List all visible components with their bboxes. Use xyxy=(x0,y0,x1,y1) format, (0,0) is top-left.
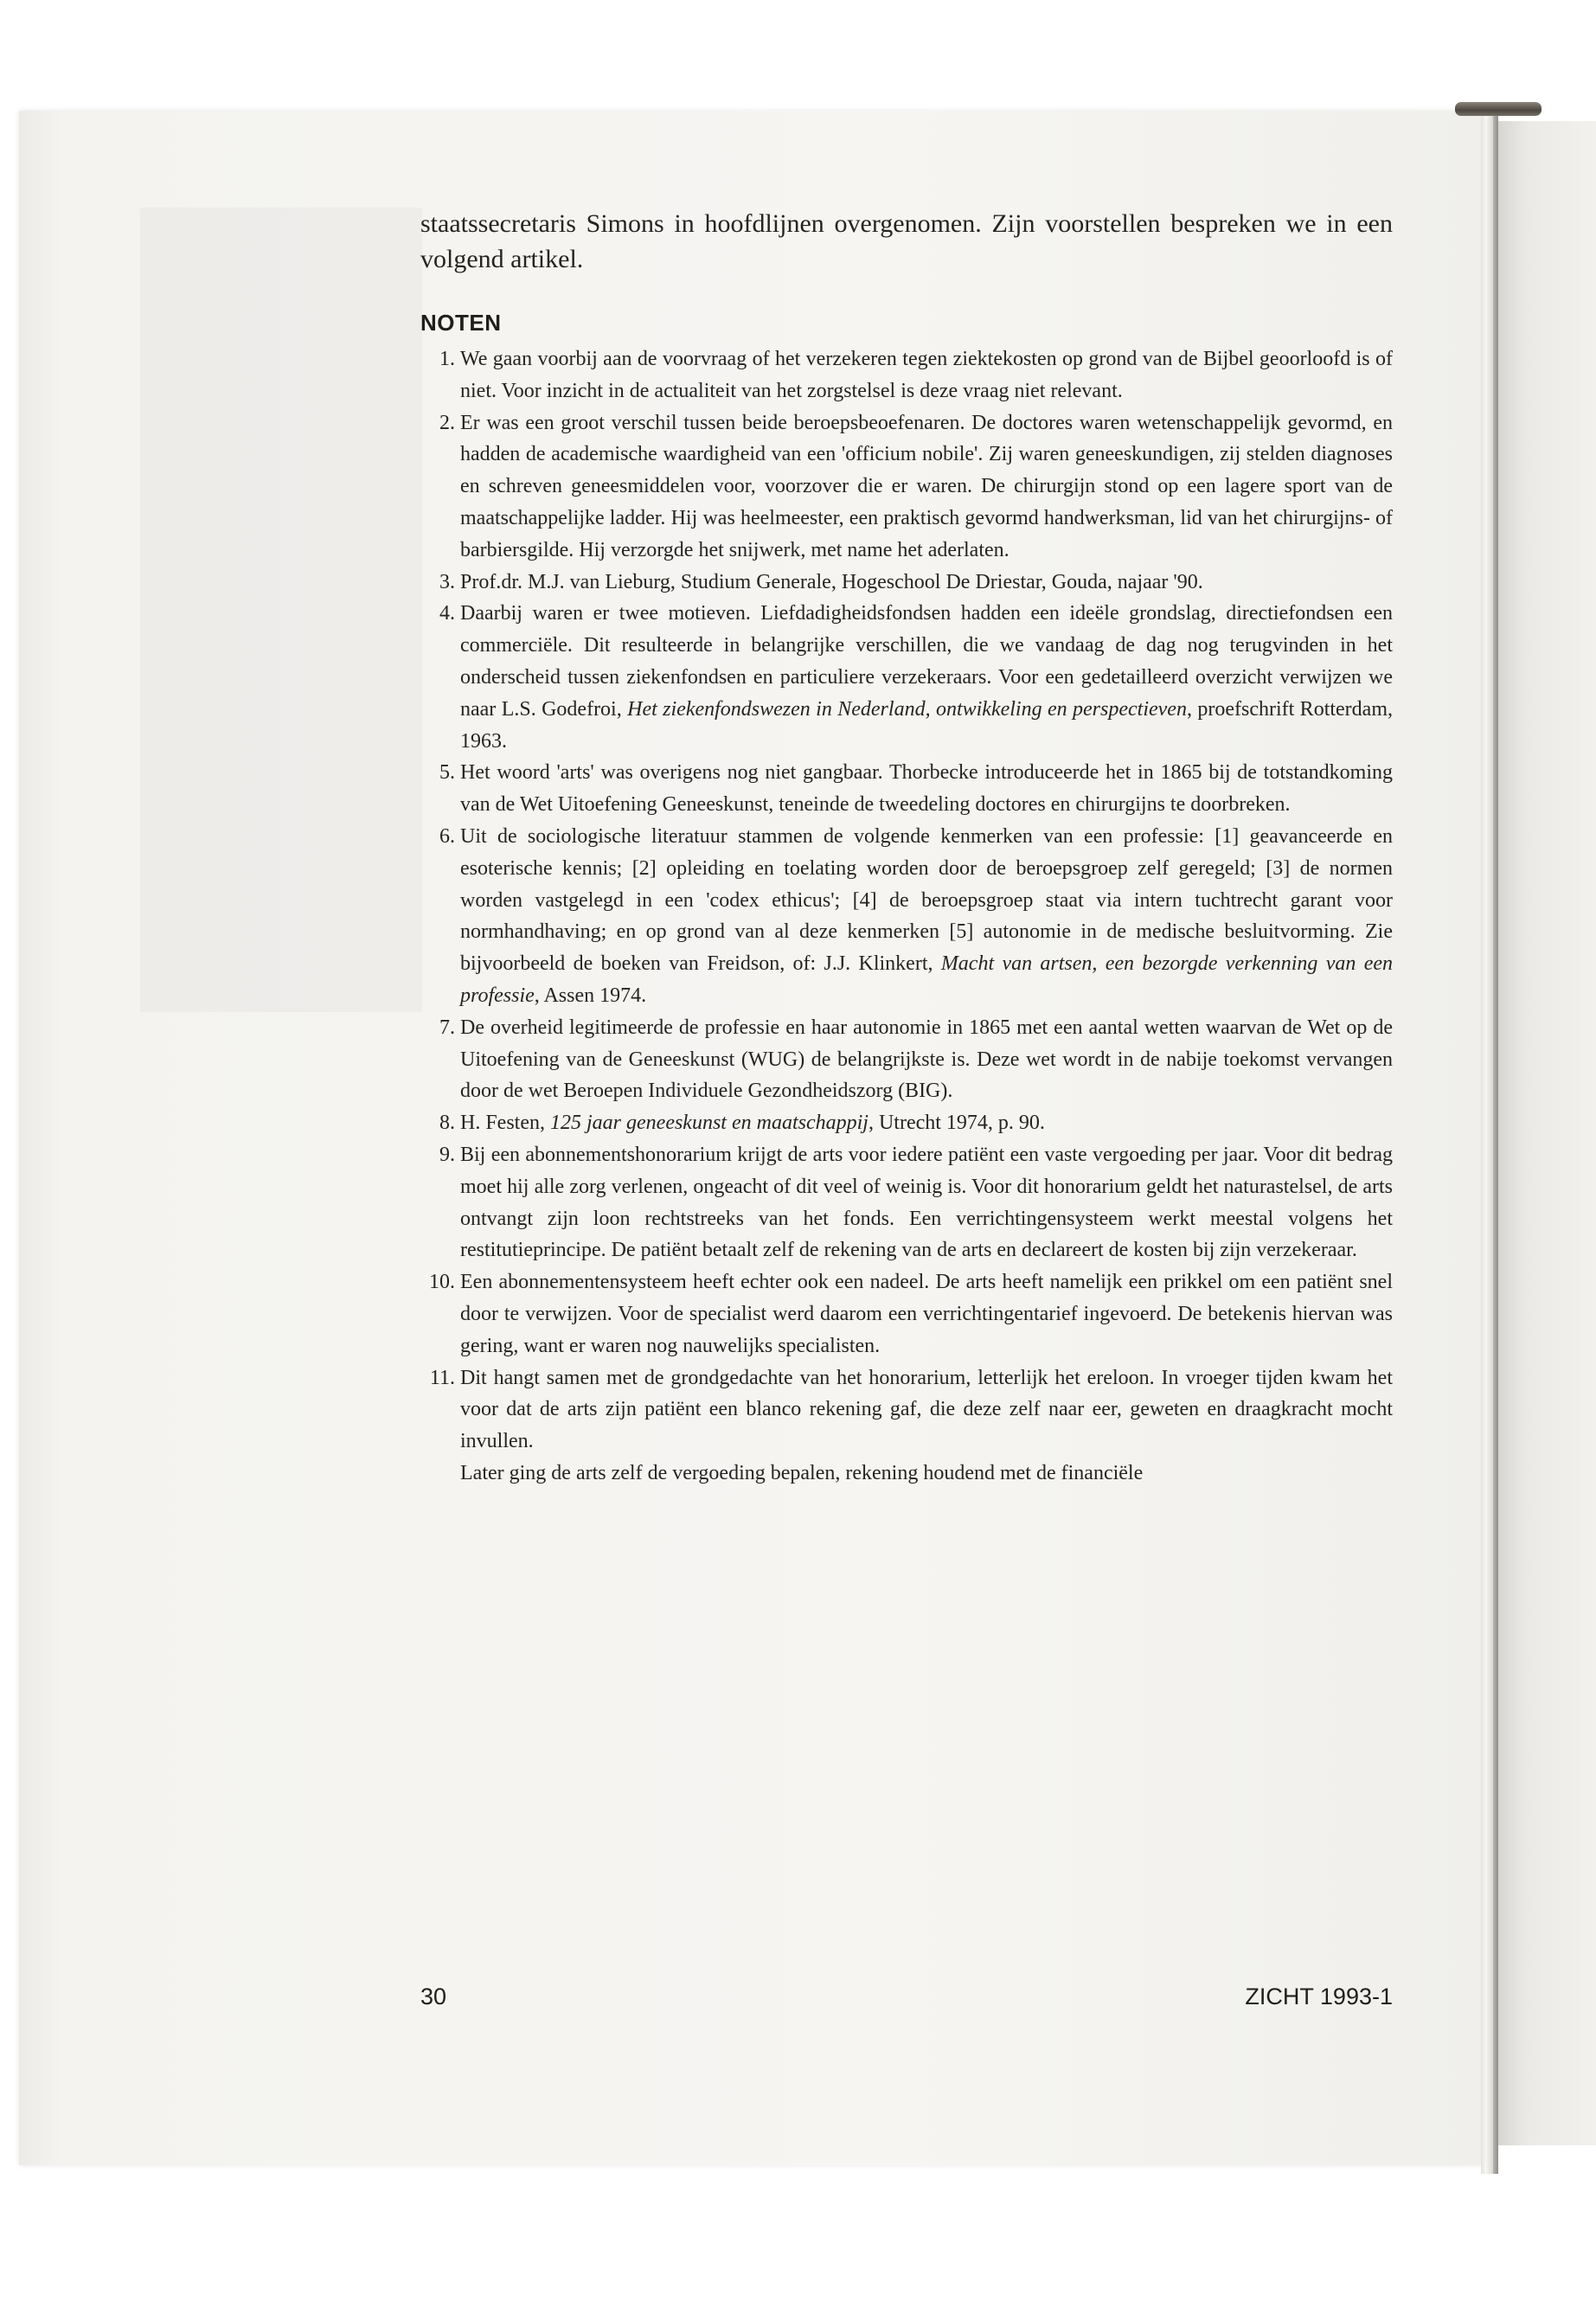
note-item xyxy=(420,598,1393,757)
note-text: De overheid legitimeerde de professie en haar autonomie in 1865 met een aantal wetten waarvan de Wet op de Uitoefening van de Geneeskunst (WUG) de belangrijkste is. Deze wet wordt in de nabije toekomst vervangen door de wet Beroepen Individuele Gezondheidszorg (BIG). xyxy=(460,1016,1393,1103)
note-item xyxy=(420,821,1393,1012)
note-text: H. Festen, xyxy=(460,1112,545,1135)
note-number: 8. xyxy=(439,1112,455,1135)
note-item xyxy=(420,567,1393,599)
binder-clip xyxy=(1455,102,1542,116)
next-page-edge xyxy=(1498,121,1596,2145)
page-content xyxy=(420,206,1393,1490)
note-number: 11. xyxy=(429,1366,455,1389)
note-item xyxy=(420,1362,1393,1490)
page-edge xyxy=(1481,102,1493,2174)
note-number: 6. xyxy=(439,824,455,848)
note-text: Bij een abonnementshonorarium krijgt de arts voor iedere patiënt een vaste vergoeding per jaar. Voor dit bedrag moet hij alle zorg verlenen, ongeacht of dit veel of weinig is. Voor dit honorarium geldt het naturastelsel, de arts ontvangt zijn loon rechtstreeks van het fonds. Een verrichtingensysteem werkt meestal volgens het restitutieprincipe. De patiënt betaalt zelf de rekening van de arts en declareert de kosten bij zijn verzekeraar. xyxy=(460,1143,1393,1262)
note-text-after: , Utrecht 1974, p. 90. xyxy=(868,1112,1045,1135)
note-continuation: Later ging de arts zelf de vergoeding bepalen, rekening houdend met de financiële xyxy=(460,1461,1144,1484)
note-number: 3. xyxy=(439,570,455,593)
note-number: 1. xyxy=(439,348,455,370)
note-text: Uit de sociologische literatuur stammen de volgende kenmerken van een professie: [1] geavanceerde en esoterische kennis; [2] opleiding en toelating worden door de beroepsgroep zelf geregeld; [3] de normen worden vastgelegd in een 'codex ethicus'; [4] de beroepsgroep staat via intern tuchtrecht garant voor normhandhaving; en op grond van al deze kenmerken [5] autonomie in de medische besluitvorming. Zie bijvoorbeeld de boeken van Freidson, of: J.J. Klinkert, xyxy=(460,824,1393,976)
notes-list xyxy=(420,343,1393,1490)
note-number: 9. xyxy=(439,1143,455,1166)
note-text-after: , proefschrift Rotterdam, 1963. xyxy=(460,697,1393,753)
show-through-shadow xyxy=(140,208,422,1012)
note-text-after: , Assen 1974. xyxy=(534,984,647,1007)
note-item xyxy=(420,1139,1393,1266)
note-item xyxy=(420,1266,1393,1362)
note-title-italic: Macht van artsen, een bezorgde verkenning van een professie xyxy=(460,952,1394,1007)
note-title-italic: Het ziekenfondswezen in Nederland, ontwikkeling en perspectieven xyxy=(627,697,1187,721)
note-item xyxy=(420,1107,1393,1139)
note-text: Een abonnementensysteem heeft echter ook een nadeel. De arts heeft namelijk een prikkel om een patiënt snel door te verwijzen. Voor de specialist werd daarom een verrichtingentarief ingevoerd. De betekenis hiervan was gering, want er waren nog nauwelijks specialisten. xyxy=(460,1271,1393,1357)
note-number: 7. xyxy=(439,1016,455,1039)
note-text: Daarbij waren er twee motieven. Liefdadigheidsfondsen hadden een ideële grondslag, directiefondsen een commerciële. Dit resulteerde in belangrijke verschillen, die we vandaag de dag nog terugvinden in het onderscheid tussen ziekenfondsen en particuliere verzekeraars. Voor een gedetailleerd overzicht verwijzen we naar L.S. Godefroi, xyxy=(460,602,1393,721)
page-number: 30 xyxy=(420,1984,447,2009)
note-item xyxy=(420,407,1393,567)
note-title-italic: 125 jaar geneeskunst en maatschappij xyxy=(550,1112,869,1135)
note-number: 10. xyxy=(429,1271,455,1294)
note-text: Het woord 'arts' was overigens nog niet gangbaar. Thorbecke introduceerde het in 1865 bij de totstandkoming van de Wet Uitoefening Geneeskunst, teneinde de tweedeling doctores en chirurgijns te doorbreken. xyxy=(460,761,1393,817)
note-item xyxy=(420,343,1393,407)
notes-heading: NOTEN xyxy=(420,310,502,336)
note-text: Prof.dr. M.J. van Lieburg, Studium Generale, Hogeschool De Driestar, Gouda, najaar '90. xyxy=(460,570,1203,593)
note-number: 5. xyxy=(439,761,455,785)
intro-paragraph: staatssecretaris Simons in hoofdlijnen overgenomen. Zijn voorstellen bespreken we in een volgend artikel. xyxy=(420,209,1393,273)
journal-name: ZICHT 1993-1 xyxy=(1245,1984,1393,2009)
note-number: 2. xyxy=(439,411,455,434)
note-text: We gaan voorbij aan de voorvraag of het verzekeren tegen ziektekosten op grond van de Bijbel geoorloofd is of niet. Voor inzicht in de actualiteit van het zorgstelsel is deze vraag niet relevant. xyxy=(460,348,1393,402)
note-number: 4. xyxy=(439,602,455,625)
note-item xyxy=(420,757,1393,821)
note-text: Er was een groot verschil tussen beide beroepsbeoefenaren. De doctores waren wetenschappelijk gevormd, en hadden de academische waardigheid van een 'officium nobile'. Zij waren geneeskundigen, zij stelden diagnoses en schreven geneesmiddelen voor, voorzover die er waren. De chirurgijn stond op een lagere sport van de maatschappelijke ladder. Hij was heelmeester, een praktisch gevormd handwerksman, lid van het chirurgijns- of barbiersgilde. Hij verzorgde het snijwerk, met name het aderlaten. xyxy=(460,411,1393,561)
note-item xyxy=(420,1012,1393,1107)
page-footer xyxy=(420,1984,1393,2018)
note-text: Dit hangt samen met de grondgedachte van het honorarium, letterlijk het ereloon. In vroeger tijden kwam het voor dat de arts zijn patiënt een blanco rekening gaf, die deze zelf naar eer, geweten en draagkracht mocht invullen. xyxy=(460,1366,1393,1453)
